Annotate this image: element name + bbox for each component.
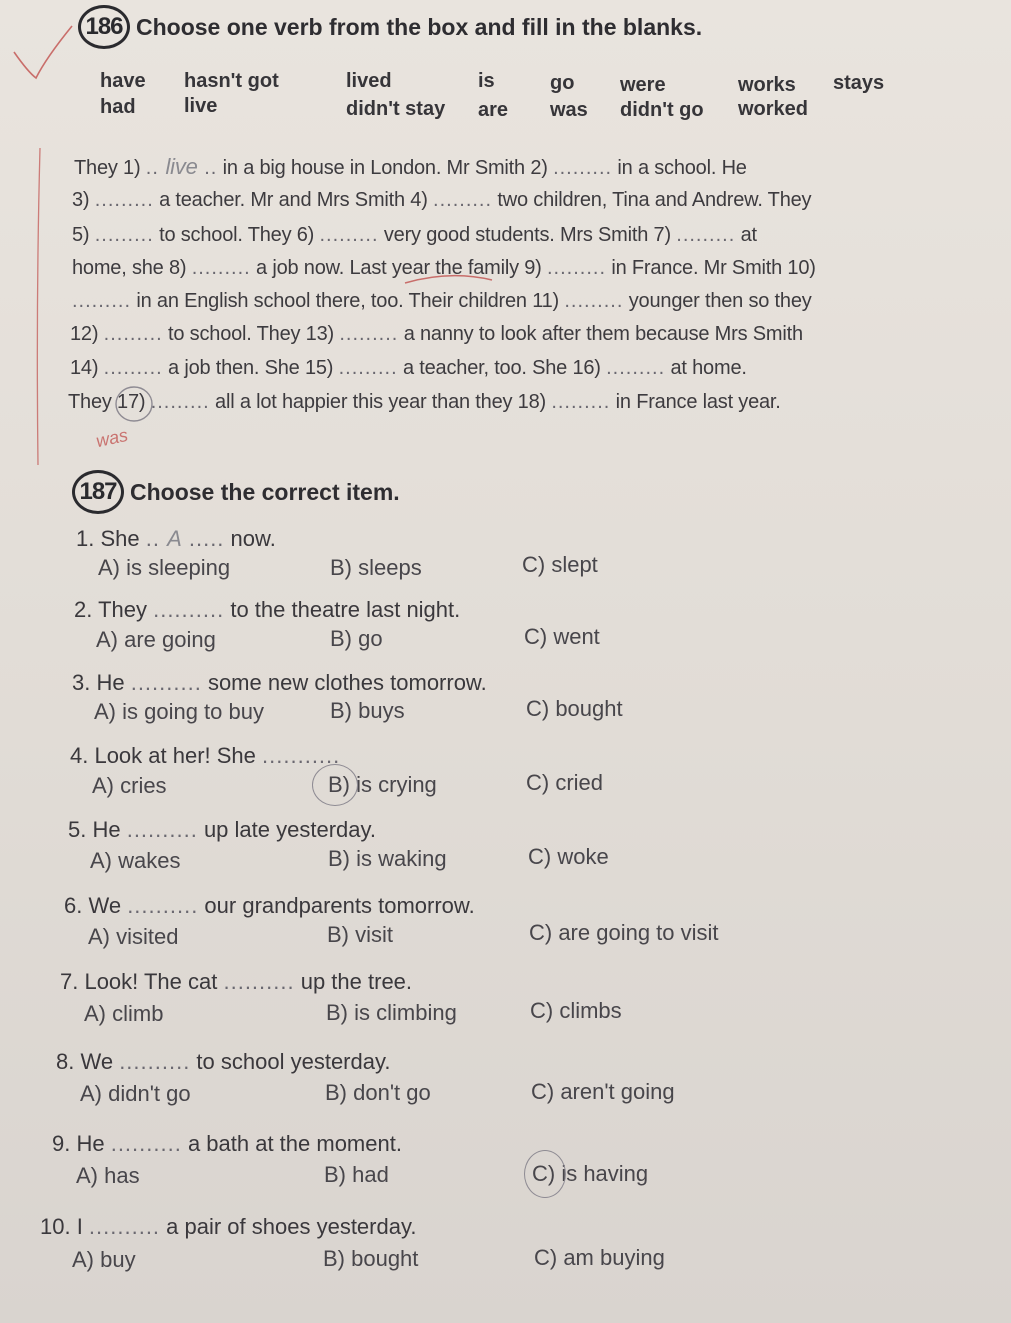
question-7: 7. Look! The cat .......... up the tree. bbox=[60, 969, 413, 994]
option-b[interactable]: B) had bbox=[324, 1162, 389, 1187]
option-a[interactable]: A) buy bbox=[72, 1247, 136, 1272]
option-c[interactable]: C) woke bbox=[528, 844, 609, 869]
verb-word: didn't stay bbox=[346, 98, 446, 120]
passage-line: home, she 8) ......... a job now. Last year the family 9) ......... in France. Mr Smith 10) bbox=[72, 257, 816, 279]
passage-line: 14) ......... a job then. She 15) ......... a teacher, too. She 16) ......... at home. bbox=[70, 357, 747, 379]
circle-annotation-4b bbox=[312, 764, 358, 806]
option-c[interactable]: C) is having bbox=[532, 1161, 649, 1186]
option-c[interactable]: C) are going to visit bbox=[529, 920, 719, 945]
passage-line: 5) ......... to school. They 6) ......... very good students. Mrs Smith 7) ......... at bbox=[72, 224, 757, 246]
option-c[interactable]: C) went bbox=[524, 624, 600, 649]
verb-word: have bbox=[100, 70, 146, 92]
verb-word: live bbox=[184, 95, 218, 117]
option-a[interactable]: A) climb bbox=[84, 1001, 164, 1026]
question-4: 4. Look at her! She ........... bbox=[70, 743, 341, 768]
question-1: 1. She .. A ..... now. bbox=[76, 526, 276, 551]
verb-word: had bbox=[100, 96, 136, 118]
exercise-number: 186 bbox=[78, 5, 130, 49]
option-a[interactable]: A) visited bbox=[88, 924, 179, 949]
handwritten-answer: A bbox=[167, 526, 182, 551]
passage-line: They 1) .. live .. in a big house in London. Mr Smith 2) ......... in a school. He bbox=[74, 154, 747, 179]
option-b[interactable]: B) don't go bbox=[325, 1080, 431, 1105]
verb-word: was bbox=[550, 99, 588, 121]
option-b[interactable]: B) is climbing bbox=[326, 1000, 457, 1025]
option-a[interactable]: A) wakes bbox=[90, 848, 181, 873]
exercise-title: Choose one verb from the box and fill in the blanks. bbox=[136, 13, 703, 40]
question-3: 3. He .......... some new clothes tomorrow. bbox=[72, 670, 487, 695]
checkmark-annotation bbox=[14, 26, 72, 78]
verb-word: are bbox=[478, 99, 509, 121]
verb-word: lived bbox=[346, 70, 392, 92]
margin-bracket-annotation bbox=[37, 148, 40, 465]
option-b[interactable]: B) visit bbox=[327, 922, 393, 947]
option-c[interactable]: C) aren't going bbox=[531, 1079, 675, 1104]
exercise-187-header bbox=[72, 470, 400, 514]
question-10: 10. I .......... a pair of shoes yesterday. bbox=[40, 1214, 417, 1239]
verb-word: hasn't got bbox=[184, 70, 279, 92]
option-b[interactable]: B) go bbox=[330, 626, 383, 651]
verb-word: worked bbox=[738, 98, 809, 120]
option-a[interactable]: A) is going to buy bbox=[94, 699, 264, 724]
verb-word: were bbox=[620, 74, 666, 96]
option-c[interactable]: C) cried bbox=[526, 770, 604, 795]
verb-box bbox=[100, 70, 920, 130]
question-5: 5. He .......... up late yesterday. bbox=[68, 817, 376, 842]
verb-word: works bbox=[738, 74, 796, 96]
option-c[interactable]: C) bought bbox=[526, 696, 623, 721]
passage-line: 12) ......... to school. They 13) ......... a nanny to look after them because Mrs Smith bbox=[70, 323, 803, 345]
passage-line: 3) ......... a teacher. Mr and Mrs Smith 4) ......... two children, Tina and Andrew. They bbox=[72, 189, 812, 211]
option-a[interactable]: A) didn't go bbox=[80, 1081, 191, 1106]
option-c[interactable]: C) am buying bbox=[534, 1245, 665, 1270]
passage-line: They 17) ......... all a lot happier this year than they 18) ......... in France last year. bbox=[68, 391, 781, 413]
verb-word: stays bbox=[833, 72, 885, 94]
exercise-186-header bbox=[78, 5, 702, 49]
handwritten-answer: live bbox=[165, 154, 198, 179]
question-6: 6. We .......... our grandparents tomorrow. bbox=[64, 893, 475, 918]
option-a[interactable]: A) cries bbox=[92, 773, 167, 798]
option-c[interactable]: C) slept bbox=[522, 552, 598, 577]
exercise-title: Choose the correct item. bbox=[130, 478, 400, 505]
circle-annotation-9c bbox=[524, 1150, 566, 1198]
option-a[interactable]: A) are going bbox=[96, 627, 216, 652]
exercise-number: 187 bbox=[72, 470, 124, 514]
option-c[interactable]: C) climbs bbox=[530, 998, 622, 1023]
option-b[interactable]: B) buys bbox=[330, 698, 405, 723]
verb-word: didn't go bbox=[620, 99, 704, 121]
question-8: 8. We .......... to school yesterday. bbox=[56, 1049, 391, 1074]
margin-note: was bbox=[94, 424, 130, 452]
question-2: 2. They .......... to the theatre last night. bbox=[74, 597, 461, 622]
option-b[interactable]: B) is crying bbox=[328, 772, 437, 797]
verb-word: go bbox=[550, 72, 575, 94]
verb-word: is bbox=[478, 70, 495, 92]
question-9: 9. He .......... a bath at the moment. bbox=[52, 1131, 402, 1156]
option-b[interactable]: B) bought bbox=[323, 1246, 419, 1271]
option-b[interactable]: B) is waking bbox=[328, 846, 447, 871]
passage-line: ......... in an English school there, too. Their children 11) ......... younger then so they bbox=[72, 290, 812, 312]
option-a[interactable]: A) is sleeping bbox=[98, 555, 231, 580]
option-b[interactable]: B) sleeps bbox=[330, 555, 422, 580]
option-a[interactable]: A) has bbox=[76, 1163, 140, 1188]
